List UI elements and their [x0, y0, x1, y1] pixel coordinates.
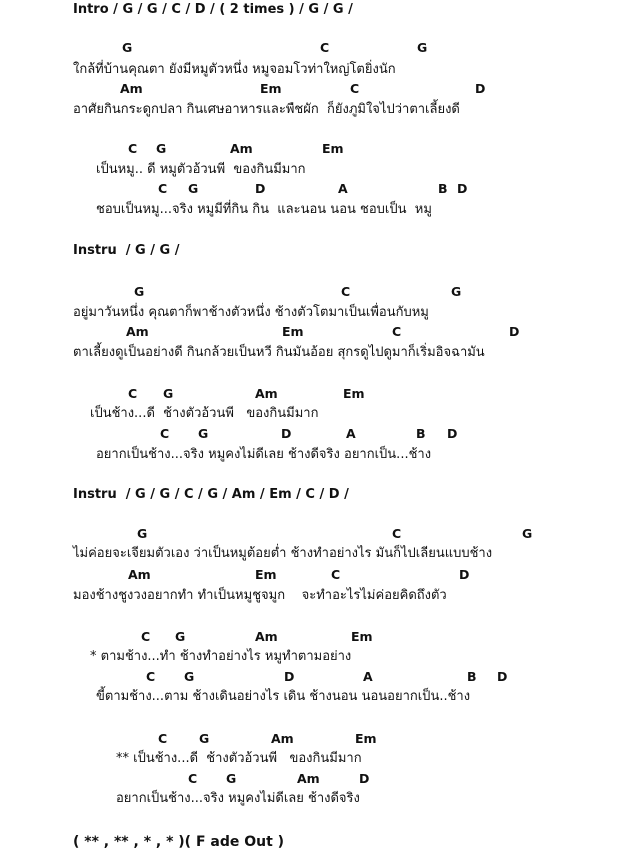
lyric-line: อาศัยกินกระดูกปลา กินเศษอาหารและพืชผัก ก็ยังภูมิใจไปว่าตาเลี้ยงดี	[73, 102, 460, 117]
chord: G	[522, 526, 533, 541]
chord: C	[331, 567, 341, 582]
lyric-line: ขี้ตามช้าง...ตาม ช้างเดินอย่างไร เดิน ช้างนอน นอนอยากเป็น..ช้าง	[96, 689, 471, 704]
chord: Am	[255, 386, 278, 401]
chord: C	[341, 284, 351, 299]
chord: C	[158, 181, 168, 196]
chord: C	[146, 669, 156, 684]
lyric-line: อยากเป็นช้าง...จริง หมูคงไม่ดีเลย ช้างดีจริง อยากเป็น...ช้าง	[96, 447, 432, 462]
chord: Em	[260, 81, 282, 96]
chord: G	[199, 731, 210, 746]
instru-line: Instru / G / G /	[73, 243, 180, 258]
chord: B	[467, 669, 477, 684]
chord: B	[438, 181, 448, 196]
chord: D	[509, 324, 520, 339]
chord: Am	[128, 567, 151, 582]
chord: C	[141, 629, 151, 644]
chord: D	[459, 567, 470, 582]
lyric-line: อยากเป็นช้าง...จริง หมูคงไม่ดีเลย ช้างดีจริง	[116, 791, 360, 806]
chord: G	[184, 669, 195, 684]
chord: Am	[297, 771, 320, 786]
chord: Em	[355, 731, 377, 746]
chord: G	[175, 629, 186, 644]
chord: G	[417, 40, 428, 55]
chord: D	[497, 669, 508, 684]
chord: D	[359, 771, 370, 786]
instru-line: Instru / G / G / C / G / Am / Em / C / D /	[73, 487, 349, 502]
chord: C	[160, 426, 170, 441]
chord: G	[156, 141, 167, 156]
chord: A	[346, 426, 356, 441]
intro-line: Intro / G / G / C / D / ( 2 times ) / G / G /	[73, 2, 353, 17]
chord: C	[128, 386, 138, 401]
chord: B	[416, 426, 426, 441]
chord: C	[392, 526, 402, 541]
chord: G	[134, 284, 145, 299]
chord: D	[281, 426, 292, 441]
chord: D	[475, 81, 486, 96]
lyric-line: เป็นหมู.. ดี หมูตัวอ้วนพี ของกินมีมาก	[96, 162, 306, 177]
chord: Em	[351, 629, 373, 644]
lyric-line: เป็นช้าง...ดี ช้างตัวอ้วนพี ของกินมีมาก	[90, 406, 319, 421]
chord: Am	[120, 81, 143, 96]
chord: Em	[255, 567, 277, 582]
chord: C	[188, 771, 198, 786]
chord: C	[350, 81, 360, 96]
chord: G	[226, 771, 237, 786]
chord: A	[338, 181, 348, 196]
lyric-line: * ตามช้าง...ทำ ช้างทำอย่างไร หมูทำตามอย่าง	[90, 649, 352, 664]
chord: C	[392, 324, 402, 339]
chord: Em	[343, 386, 365, 401]
lyric-line: ** เป็นช้าง...ดี ช้างตัวอ้วนพี ของกินมีมาก	[116, 751, 362, 766]
chord: C	[320, 40, 330, 55]
chord: G	[198, 426, 209, 441]
chord: D	[457, 181, 468, 196]
chord: Em	[282, 324, 304, 339]
chord: Em	[322, 141, 344, 156]
chord: G	[122, 40, 133, 55]
chord: D	[255, 181, 266, 196]
lyric-line: ใกล้ที่บ้านคุณตา ยังมีหมูตัวหนึ่ง หมูจอมโวท่าใหญ่โตยิ่งนัก	[73, 62, 396, 77]
chord: A	[363, 669, 373, 684]
lyric-line: ชอบเป็นหมู...จริง หมูมีที่กิน กิน และนอน นอน ชอบเป็น หมู	[96, 202, 432, 217]
lyric-line: ไม่ค่อยจะเจียมตัวเอง ว่าเป็นหมูต้อยต่ำ ช้างทำอย่างไร มันก็ไปเลียนแบบช้าง	[73, 546, 493, 561]
chord: G	[163, 386, 174, 401]
chord: G	[188, 181, 199, 196]
chord: Am	[126, 324, 149, 339]
chord: Am	[271, 731, 294, 746]
chord: C	[158, 731, 168, 746]
lyric-line: มองช้างชูงวงอยากทำ ทำเป็นหมูชูจมูก จะทำอะไรไม่ค่อยคิดถึงตัว	[73, 588, 447, 603]
lyric-line: อยู่มาวันหนึ่ง คุณตาก็พาช้างตัวหนึ่ง ช้างตัวโตมาเป็นเพื่อนกับหมู	[73, 305, 429, 320]
chord: G	[137, 526, 148, 541]
chord: G	[451, 284, 462, 299]
lyric-line: ตาเลี้ยงดูเป็นอย่างดี กินกล้วยเป็นหวี กินมันอ้อย สุกรดูไปดูมาก็เริ่มอิจฉามัน	[73, 345, 485, 360]
chord: Am	[230, 141, 253, 156]
outro-line: ( ** , ** , * , * )( F ade Out )	[73, 834, 285, 850]
chord: D	[284, 669, 295, 684]
chord: D	[447, 426, 458, 441]
chord: C	[128, 141, 138, 156]
chord: Am	[255, 629, 278, 644]
